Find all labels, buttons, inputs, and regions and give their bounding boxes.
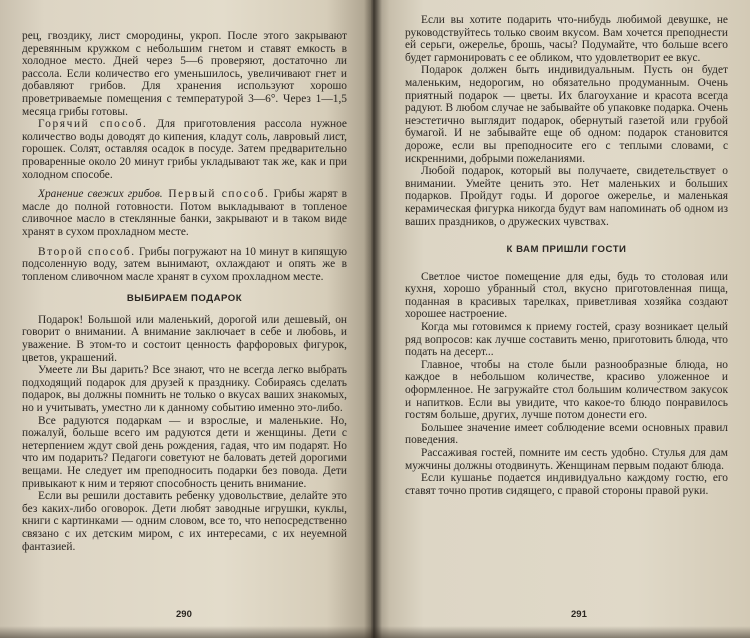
left-paragraph-4 (22, 246, 347, 284)
first-method-text: Грибы жарят в масле до полной готовности. Потом выкладывают в топленое сливочное масло в стеклянные банки, закрывают и в таком виде хранят в сухом прохладном месте. (22, 188, 348, 238)
right-guest-paragraph-6: Если кушанье подается индивидуально каждому гостю, его ставят точно против сидящего, с правой стороны правой руки. (405, 472, 728, 497)
left-paragraph-2 (22, 118, 347, 181)
left-gift-paragraph-3: Все радуются подаркам — и взрослые, и маленькие. Но, пожалуй, больше всего им радуются дети и женщины. Дети с нетерпением ждут свой день рождения, гадая, что им подарят. Но что им подарить? Педагоги советуют не баловать детей дорогими вещами. Не следует им преподносить подарки без повода. Дети привыкают к ним и теряют способность ценить внимание. (22, 414, 347, 490)
section-heading-guests: К ВАМ ПРИШЛИ ГОСТИ (506, 244, 627, 256)
paragraph-gap (22, 239, 347, 246)
left-page (0, 0, 371, 638)
left-paragraph-1: рец, гвоздику, лист смородины, укроп. После этого закрывают деревянным кружком с небольшим гнетом и ставят емкость в холодное место. Дней через 5—6 проверяют, достаточно ли рассола. Если количество его уменьшилось, увеличивают гнет и добавляют грибов. Для хранения используют хорошо проветриваемые помещения с температурой 3—6°. Через 1—1,5 месяца грибы готовы. (22, 30, 347, 118)
right-guest-paragraph-2: Когда мы готовимся к приему гостей, сразу возникает целый ряд вопросов: как лучше составить меню, приготовить блюда, что подать на десерт... (405, 321, 728, 359)
second-method-lead: Второй способ. (38, 245, 136, 258)
right-paragraph-2: Подарок должен быть индивидуальным. Пусть он будет маленьким, недорогим, но обязательно продуманным. Очень приятный подарок — цветы. Их благоухание и красота всегда радуют. В любом случае не забывайте об упаковке подарка. Очень неэстетично выглядит подарок, обернутый газетой или грубой бумагой. И не забывайте еще об одном: подарок становится дороже, если вы преподносите его с теплыми словами, с искренними, добрыми пожеланиями. (405, 64, 728, 165)
left-gift-paragraph-1: Подарок! Большой или маленький, дорогой или дешевый, он говорит о внимании. А внимание заключает в себе и любовь, и уважение. В этом-то и состоит ценность фарфоровых фигурок, цветов, украшений. (22, 313, 347, 364)
paragraph-gap (22, 181, 347, 188)
hot-method-lead: Горячий способ. (38, 118, 148, 131)
second-method-text: Грибы погружают на 10 минут в кипящую подсоленную воду, затем вынимают, охлаждают и опять же в топленом сливочном масле хранят в сухом прохладном месте. (22, 245, 347, 283)
section-heading-gift: ВЫБИРАЕМ ПОДАРОК (126, 293, 243, 305)
right-page (371, 0, 750, 638)
page-bottom-edge (0, 626, 750, 638)
left-gift-paragraph-2: Умеете ли Вы дарить? Все знают, что не всегда легко выбрать подходящий подарок для друзей к празднику. Собираясь сделать подарок, вы должны помнить не только о вкусах ваших знакомых, но и учитывать, уместно ли к данному событию именно это-либо. (22, 364, 347, 415)
left-paragraph-3 (22, 188, 347, 238)
right-guest-paragraph-3: Главное, чтобы на столе были разнообразные блюда, но каждое в небольшом количестве, красиво уложенное и оформленное. Не загружайте стол большим количеством закусок и напитков. Если вы увидите, что какое-то блюдо понравилось гостям больше, других, лучше потом донести его. (405, 358, 728, 422)
right-guest-paragraph-4: Большее значение имеет соблюдение всеми основных правил поведения. (405, 421, 728, 447)
page-number-left: 290 (176, 609, 192, 621)
hot-method-text: Для приготовления рассола нужное количество воды доводят до кипения, кладут соль, лавровый лист, горошек. Солят, оставляя осадок в посуде. Затем предварительно проваренные около 20 минут грибы укладывают так же, как и при холодном способе. (22, 118, 347, 181)
right-guest-paragraph-5: Рассаживая гостей, помните им сесть удобно. Стулья для дам мужчины должны отодвинуть. Женщинам первым подают блюда. (405, 447, 728, 472)
page-number-right: 291 (571, 609, 587, 621)
storage-lead: Хранение свежих грибов. (38, 188, 163, 201)
right-guest-paragraph-1: Светлое чистое помещение для еды, будь то столовая или кухня, хорошо убранный стол, вкусно приготовленная пища, поданная в красивых тарелках, приветливая хозяйка создают хорошее настроение. (405, 270, 728, 321)
first-method-lead: Первый способ. (162, 188, 270, 201)
right-paragraph-1: Если вы хотите подарить что-нибудь любимой девушке, не руководствуйтесь только своим вкусом. Вам хочется преподнести ей серьги, ожерелье, брошь, часы? Подумайте, что больше всего будет гармонировать с ее обликом, что удовлетворит ее вкус. (405, 14, 728, 64)
left-gift-paragraph-4: Если вы решили доставить ребенку удовольствие, делайте это без каких-либо оговорок. Дети любят заводные игрушки, куклы, книги с картинками — одним словом, все то, что непосредственно связано с их детским миром, с их интересами, с их неуемной фантазией. (22, 490, 347, 553)
right-paragraph-3: Любой подарок, который вы получаете, свидетельствует о внимании. Умейте ценить это. Нет маленьких и больших подарков. Пройдут годы. И дорогое ожерелье, и маленькая керамическая фигурка никогда будут вам напоминать об одном из ваших праздников, о дружеских чувствах. (405, 165, 728, 228)
